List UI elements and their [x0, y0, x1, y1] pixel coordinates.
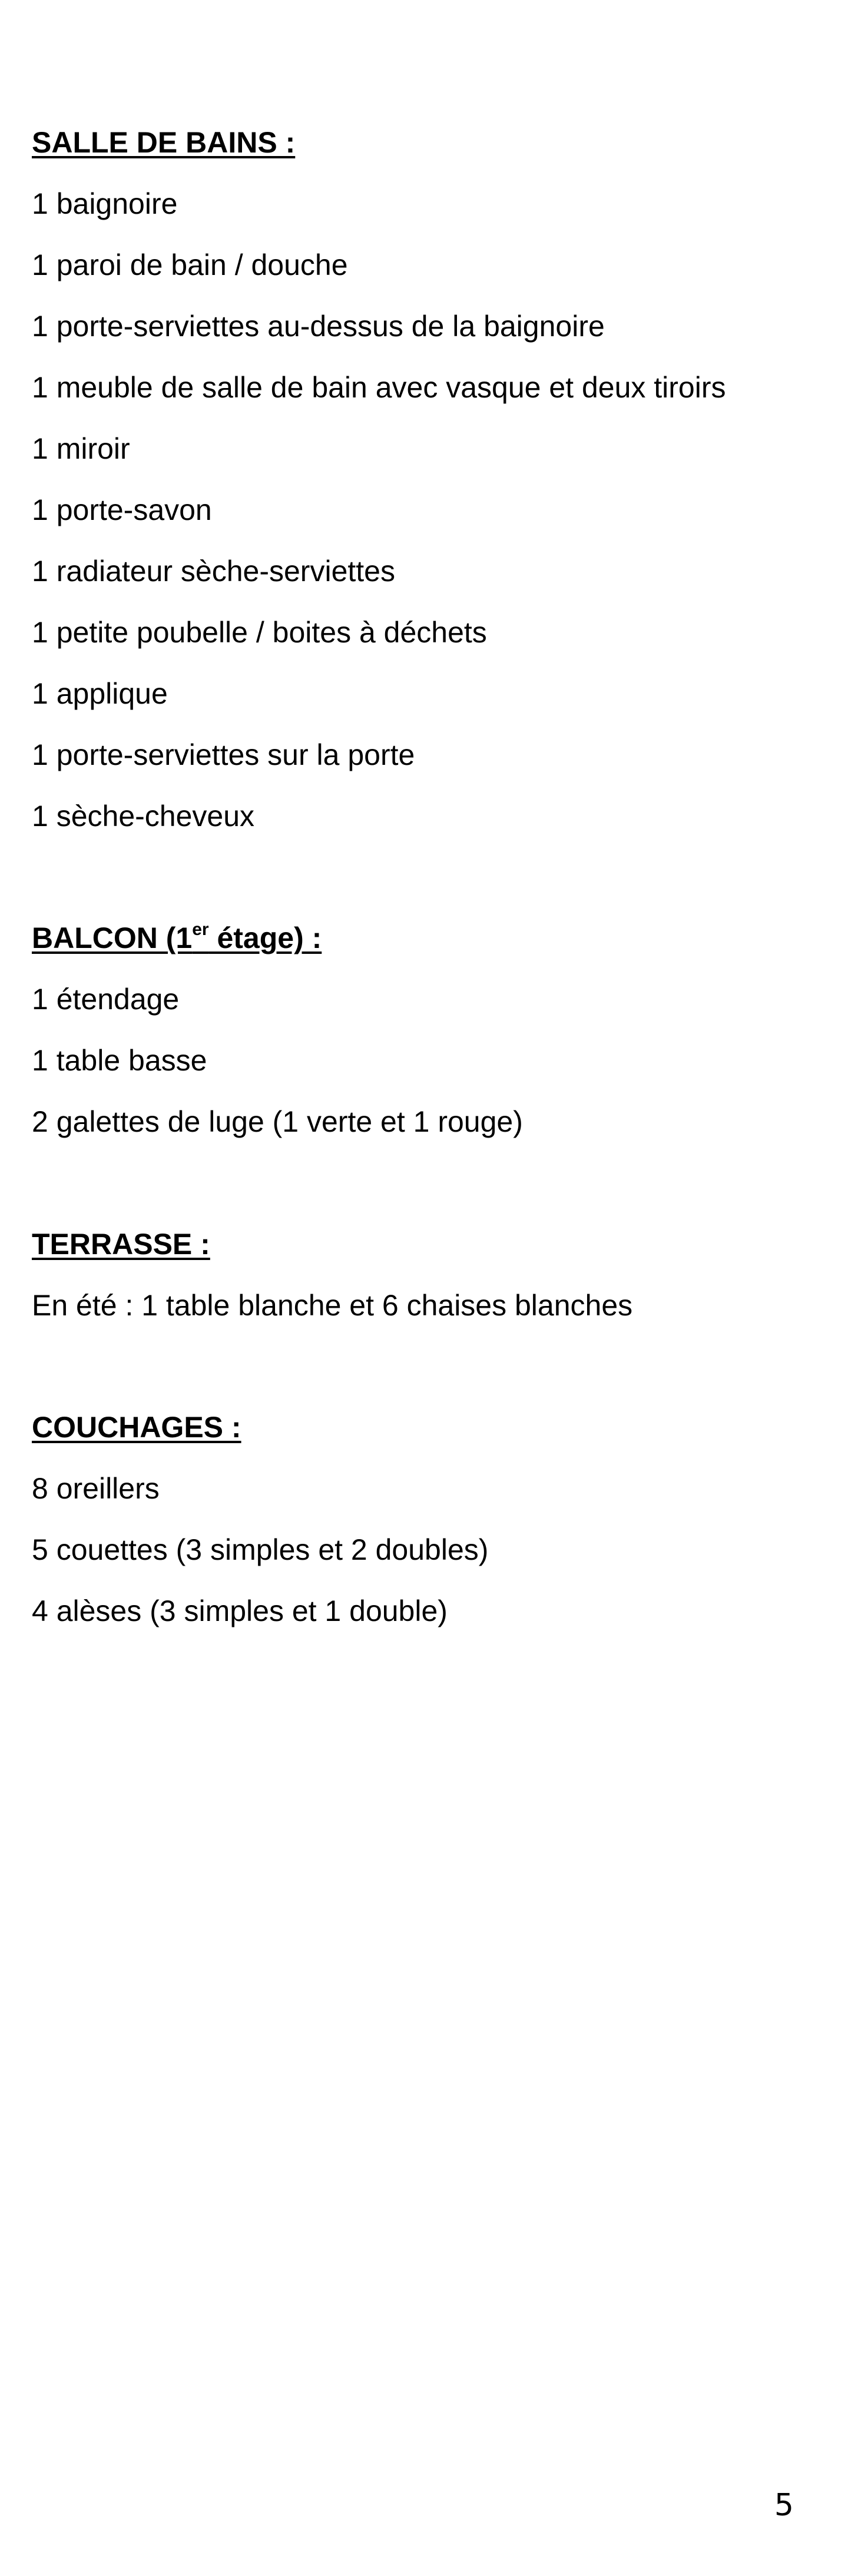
list-item: 1 porte-serviettes au-dessus de la baignoire [32, 310, 605, 343]
list-item: 1 miroir [32, 432, 130, 465]
list-item: 1 paroi de bain / douche [32, 248, 348, 281]
list-item: 8 oreillers [32, 1472, 160, 1505]
list-item: 1 porte-savon [32, 493, 212, 526]
list-item: 1 sèche-cheveux [32, 800, 255, 833]
list-item: 1 baignoire [32, 187, 178, 220]
list-item: 1 petite poubelle / boites à déchets [32, 616, 487, 649]
section-heading-balcon-part1: BALCON (1 [32, 921, 193, 954]
section-heading-balcon-part2: étage) : [208, 921, 322, 954]
section-heading-terrasse: TERRASSE : [32, 1228, 210, 1261]
list-item: 1 porte-serviettes sur la porte [32, 738, 415, 771]
section-heading-couchages: COUCHAGES : [32, 1411, 241, 1444]
list-item: 1 meuble de salle de bain avec vasque et deux tiroirs [32, 371, 726, 404]
page-number: 5 [774, 2488, 794, 2523]
list-item: 1 radiateur sèche-serviettes [32, 555, 395, 588]
section-heading-balcon [32, 920, 322, 956]
list-item: 1 table basse [32, 1044, 207, 1077]
list-item: 2 galettes de luge (1 verte et 1 rouge) [32, 1105, 523, 1138]
section-heading-balcon-superscript: er [192, 920, 209, 939]
list-item: 4 alèses (3 simples et 1 double) [32, 1594, 448, 1627]
list-item: 1 étendage [32, 983, 180, 1016]
section-heading-salle-de-bains: SALLE DE BAINS : [32, 126, 296, 159]
list-item: 5 couettes (3 simples et 2 doubles) [32, 1533, 489, 1566]
list-item: 1 applique [32, 677, 168, 710]
list-item: En été : 1 table blanche et 6 chaises blanches [32, 1289, 633, 1322]
